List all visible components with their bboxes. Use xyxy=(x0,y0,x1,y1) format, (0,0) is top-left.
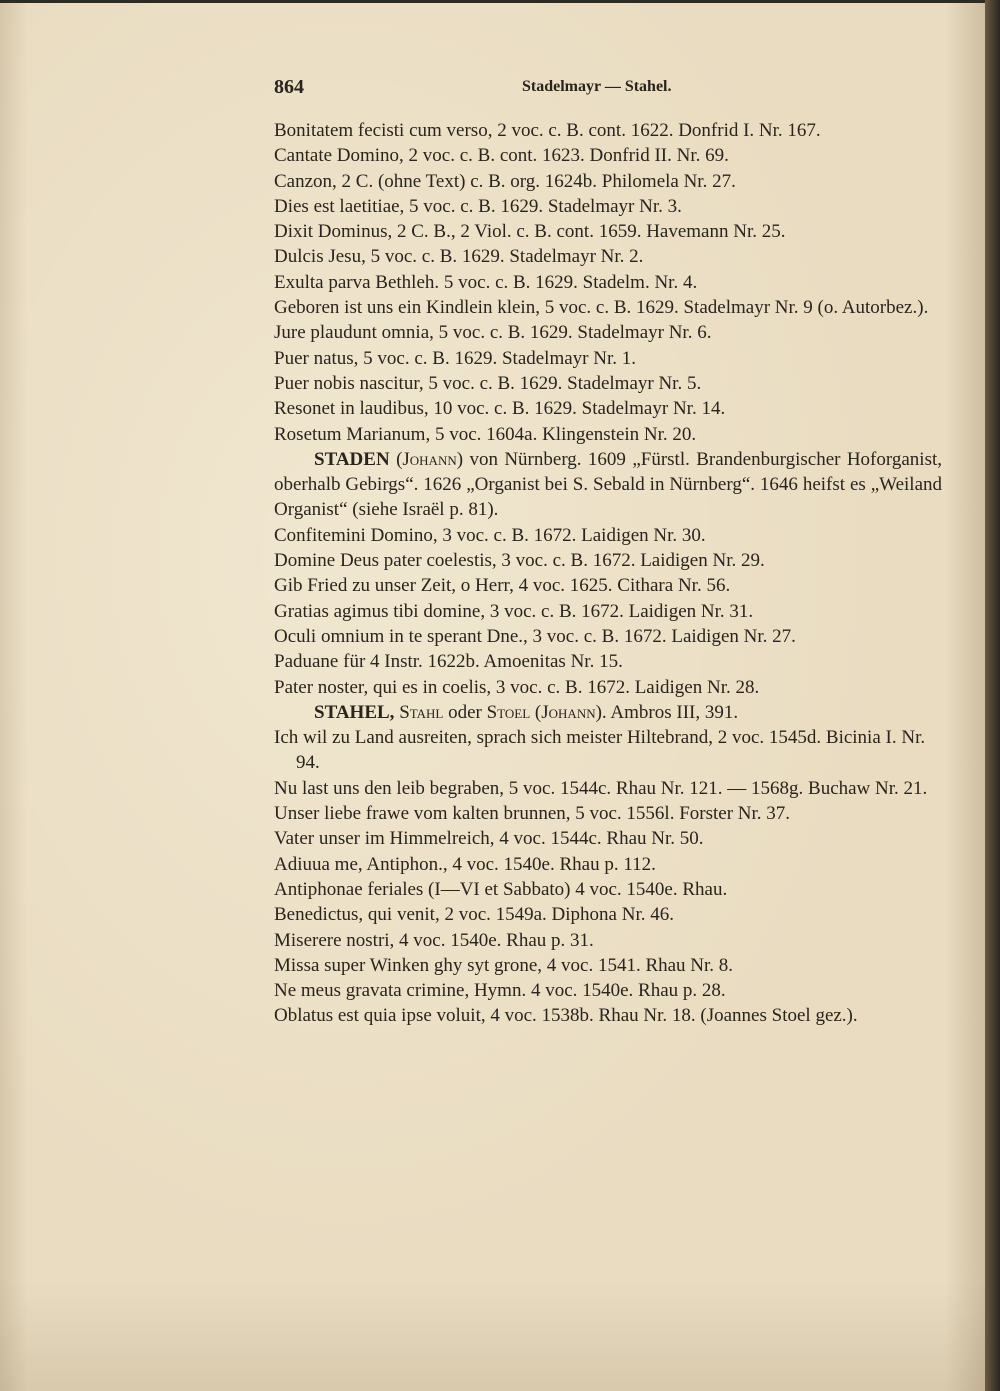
composer-given-name: (Johann) xyxy=(396,448,464,470)
list-item: Puer natus, 5 voc. c. B. 1629. Stadelmayr Nr. 1. xyxy=(274,347,637,369)
list-item: Rosetum Marianum, 5 voc. 1604a. Klingenstein Nr. 20. xyxy=(274,423,697,445)
book-spine-edge xyxy=(985,0,1000,1391)
list-item: Resonet in laudibus, 10 voc. c. B. 1629. Stadelmayr Nr. 14. xyxy=(274,398,726,420)
composer-bio: von Nürnberg. 1609 „Fürstl. Brandenburgischer Hoforganist, oberhalb Gebirgs“. 1626 „Organist bei S. Sebald in Nürnberg“. 1646 heifst es „Weiland Organist“ (siehe Israël p. 81). xyxy=(274,448,943,521)
list-item: Gib Fried zu unser Zeit, o Herr, 4 voc. 1625. Cithara Nr. 56. xyxy=(274,575,731,597)
list-item: Oblatus est quia ipse voluit, 4 voc. 1538b. Rhau Nr. 18. (Joannes Stoel gez.). xyxy=(274,1005,858,1027)
list-item: Oculi omnium in te sperant Dne., 3 voc. c. B. 1672. Laidigen Nr. 27. xyxy=(274,625,796,647)
list-item: Vater unser im Himmelreich, 4 voc. 1544c. Rhau Nr. 50. xyxy=(274,828,704,850)
composer-bio: Ambros III, 391. xyxy=(610,701,739,723)
list-item: Pater noster, qui es in coelis, 3 voc. c. B. 1672. Laidigen Nr. 28. xyxy=(274,676,760,698)
composer-name: STAHEL, xyxy=(314,701,395,723)
staden-list xyxy=(274,523,942,700)
list-item: Dies est laetitiae, 5 voc. c. B. 1629. Stadelmayr Nr. 3. xyxy=(274,195,682,217)
list-item: Bonitatem fecisti cum verso, 2 voc. c. B. cont. 1622. Donfrid I. Nr. 167. xyxy=(274,120,821,141)
list-item: Missa super Winken ghy syt grone, 4 voc. 1541. Rhau Nr. 8. xyxy=(274,954,734,976)
list-item: Domine Deus pater coelestis, 3 voc. c. B. 1672. Laidigen Nr. 29. xyxy=(274,550,765,572)
list-item: Antiphonae feriales (I—VI et Sabbato) 4 voc. 1540e. Rhau. xyxy=(274,878,728,900)
list-item: Gratias agimus tibi domine, 3 voc. c. B. 1672. Laidigen Nr. 31. xyxy=(274,600,754,622)
list-item: Ich wil zu Land ausreiten, sprach sich meister Hiltebrand, 2 voc. 1545d. Bicinia I. Nr. 94. xyxy=(274,727,926,774)
composer-alt-name: Stahl xyxy=(399,701,444,723)
list-item: Nu last uns den leib begraben, 5 voc. 1544c. Rhau Nr. 121. — 1568g. Buchaw Nr. 21. xyxy=(274,777,928,799)
list-item: Benedictus, qui venit, 2 voc. 1549a. Diphona Nr. 46. xyxy=(274,904,674,926)
list-item: Miserere nostri, 4 voc. 1540e. Rhau p. 31. xyxy=(274,929,594,951)
list-item: Confitemini Domino, 3 voc. c. B. 1672. Laidigen Nr. 30. xyxy=(274,524,706,546)
page-body xyxy=(274,118,942,1029)
composer-staden-heading xyxy=(274,447,942,523)
list-item: Cantate Domino, 2 voc. c. B. cont. 1623. Donfrid II. Nr. 69. xyxy=(274,145,729,167)
composer-name: STADEN xyxy=(314,448,390,470)
page-number: 864 xyxy=(274,76,304,98)
page-header xyxy=(274,76,929,100)
stadelmayr-list xyxy=(274,118,942,447)
composer-conjunction: oder xyxy=(448,701,482,723)
list-item: Canzon, 2 C. (ohne Text) c. B. org. 1624b. Philomela Nr. 27. xyxy=(274,170,736,192)
list-item: Puer nobis nascitur, 5 voc. c. B. 1629. Stadelmayr Nr. 5. xyxy=(274,372,702,394)
list-item: Exulta parva Bethleh. 5 voc. c. B. 1629. Stadelm. Nr. 4. xyxy=(274,271,698,293)
list-item: Dulcis Jesu, 5 voc. c. B. 1629. Stadelmayr Nr. 2. xyxy=(274,246,644,268)
running-head: Stadelmayr — Stahel. xyxy=(522,78,672,95)
list-item: Unser liebe frawe vom kalten brunnen, 5 voc. 1556l. Forster Nr. 37. xyxy=(274,803,791,825)
list-item: Adiuua me, Antiphon., 4 voc. 1540e. Rhau p. 112. xyxy=(274,853,656,875)
top-edge-line xyxy=(0,0,985,3)
composer-alt-name: Stoel (Johann). xyxy=(486,701,607,723)
list-item: Paduane für 4 Instr. 1622b. Amoenitas Nr. 15. xyxy=(274,651,623,673)
list-item: Ne meus gravata crimine, Hymn. 4 voc. 1540e. Rhau p. 28. xyxy=(274,980,726,1002)
composer-stahel-heading xyxy=(274,700,942,725)
stahel-list xyxy=(274,725,942,1029)
list-item: Geboren ist uns ein Kindlein klein, 5 voc. c. B. 1629. Stadelmayr Nr. 9 (o. Autorbez.). xyxy=(274,297,929,319)
list-item: Dixit Dominus, 2 C. B., 2 Viol. c. B. cont. 1659. Havemann Nr. 25. xyxy=(274,221,786,243)
list-item: Jure plaudunt omnia, 5 voc. c. B. 1629. Stadelmayr Nr. 6. xyxy=(274,322,712,344)
